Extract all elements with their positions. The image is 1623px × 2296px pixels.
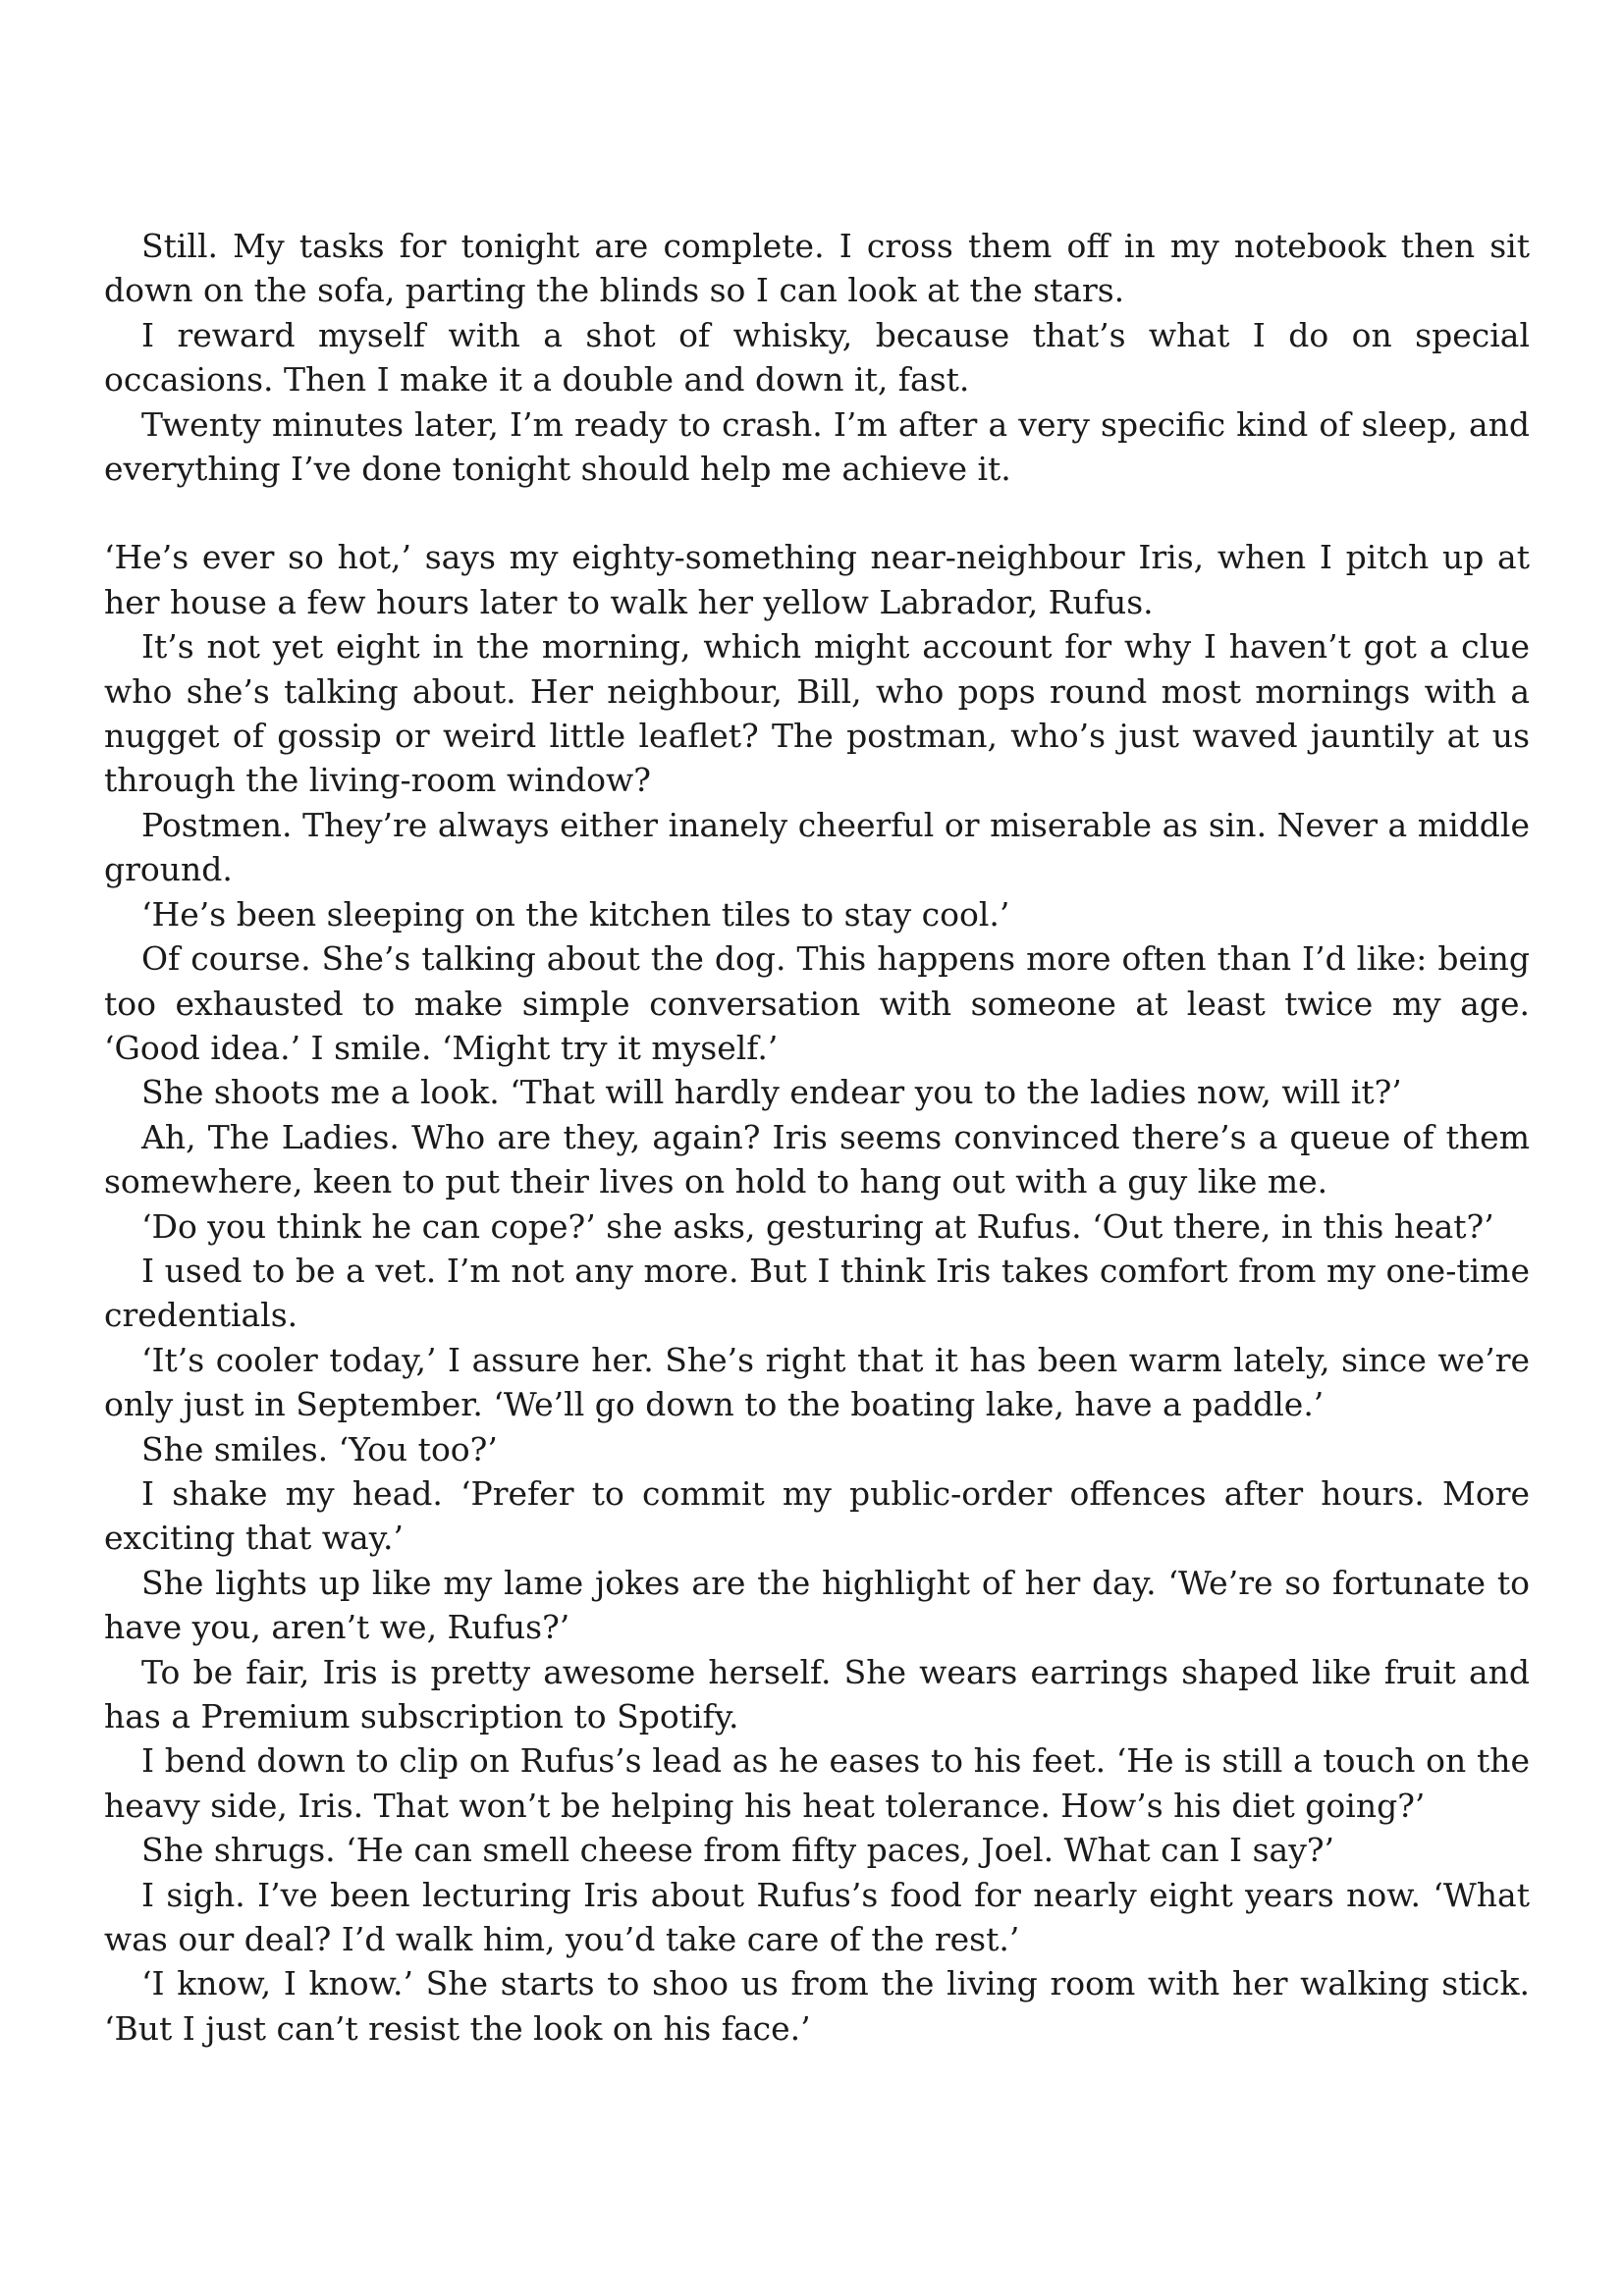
paragraph: I sigh. I’ve been lecturing Iris about Rufus’s food for nearly eight years now. ‘What was our deal? I’d walk him, you’d take care of the rest.’ bbox=[104, 1875, 1530, 1959]
paragraph: She shrugs. ‘He can smell cheese from fifty paces, Joel. What can I say?’ bbox=[141, 1831, 1335, 1870]
paragraph: She shoots me a look. ‘That will hardly endear you to the ladies now, will it?’ bbox=[141, 1073, 1402, 1112]
paragraph: I reward myself with a shot of whisky, because that’s what I do on special occasions. Then I make it a double and down it, fast. bbox=[104, 315, 1530, 400]
paragraph: ‘I know, I know.’ She starts to shoo us from the living room with her walking stick. ‘But I just can’t resist the look on his face.’ bbox=[104, 1964, 1530, 2048]
section-opening-paragraph: ‘He’s ever so hot,’ says my eighty-something near-neighbour Iris, when I pitch up at her house a few hours later to walk her yellow Labrador, Rufus. bbox=[104, 538, 1530, 621]
paragraph: It’s not yet eight in the morning, which might account for why I haven’t got a clue who she’s talking about. Her neighbour, Bill, who pops round most mornings with a nugget of gossip or weird little leaflet? The postman, who’s just waved jauntily at us through the living-room window? bbox=[104, 627, 1530, 800]
paragraph: I shake my head. ‘Prefer to commit my public-order offences after hours. More exciting that way.’ bbox=[104, 1473, 1530, 1558]
paragraph: Of course. She’s talking about the dog. This happens more often than I’d like: being too exhausted to make simple conversation with someone at least twice my age. ‘Good idea.’ I smile. ‘Might try it myself.’ bbox=[104, 939, 1530, 1067]
paragraph: She lights up like my lame jokes are the highlight of her day. ‘We’re so fortunate to have you, aren’t we, Rufus?’ bbox=[104, 1563, 1530, 1647]
paragraph: Still. My tasks for tonight are complete. I cross them off in my notebook then sit down on the sofa, parting the blinds so I can look at the stars. bbox=[104, 227, 1530, 310]
paragraph: I bend down to clip on Rufus’s lead as he eases to his feet. ‘He is still a touch on the heavy side, Iris. That won’t be helping his heat tolerance. How’s his diet going?’ bbox=[104, 1741, 1530, 1825]
paragraph: ‘Do you think he can cope?’ she asks, gesturing at Rufus. ‘Out there, in this heat?’ bbox=[141, 1206, 1494, 1246]
paragraph: ‘He’s been sleeping on the kitchen tiles to stay cool.’ bbox=[141, 894, 1010, 934]
paragraph: Postmen. They’re always either inanely cheerful or miserable as sin. Never a middle ground. bbox=[104, 805, 1530, 889]
book-page bbox=[104, 224, 1530, 2051]
paragraph: Twenty minutes later, I’m ready to crash. I’m after a very specific kind of sleep, and everything I’ve done tonight should help me achieve it. bbox=[104, 404, 1530, 489]
paragraph: Ah, The Ladies. Who are they, again? Iris seems convinced there’s a queue of them somewhere, keen to put their lives on hold to hang out with a guy like me. bbox=[104, 1117, 1530, 1201]
section-break bbox=[104, 491, 1530, 535]
paragraph: She smiles. ‘You too?’ bbox=[141, 1429, 498, 1468]
paragraph: I used to be a vet. I’m not any more. But I think Iris takes comfort from my one-time credentials. bbox=[104, 1251, 1530, 1335]
paragraph: ‘It’s cooler today,’ I assure her. She’s right that it has been warm lately, since we’re only just in September. ‘We’ll go down to the boating lake, have a paddle.’ bbox=[104, 1340, 1530, 1424]
paragraph: To be fair, Iris is pretty awesome herself. She wears earrings shaped like fruit and has a Premium subscription to Spotify. bbox=[104, 1652, 1530, 1735]
